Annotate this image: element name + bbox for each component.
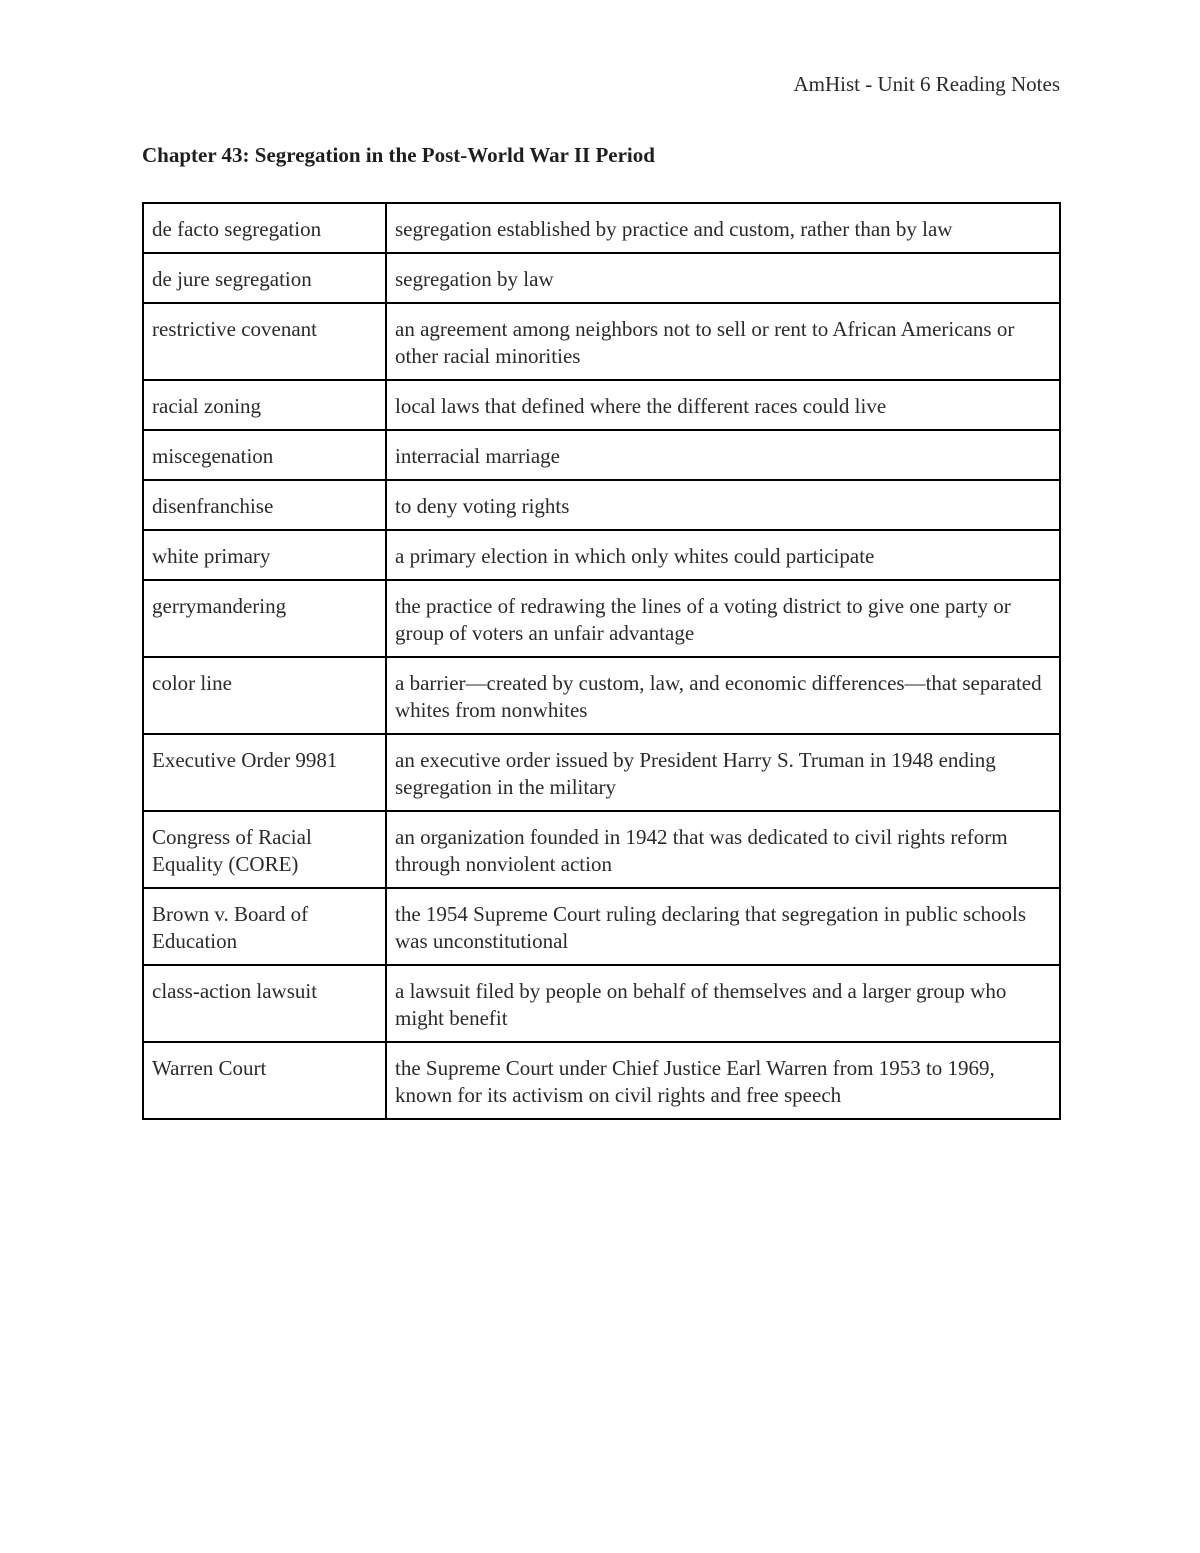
term-cell: white primary <box>143 530 386 580</box>
definition-cell: an agreement among neighbors not to sell or rent to African Americans or other racial minorities <box>386 303 1060 380</box>
table-row <box>143 380 1060 430</box>
term-cell: racial zoning <box>143 380 386 430</box>
term-cell: restrictive covenant <box>143 303 386 380</box>
table-row <box>143 430 1060 480</box>
definition-cell: segregation by law <box>386 253 1060 303</box>
table-row <box>143 253 1060 303</box>
definition-cell: a lawsuit filed by people on behalf of themselves and a larger group who might benefit <box>386 965 1060 1042</box>
table-row <box>143 657 1060 734</box>
definition-cell: to deny voting rights <box>386 480 1060 530</box>
definition-cell: local laws that defined where the different races could live <box>386 380 1060 430</box>
definition-cell: segregation established by practice and custom, rather than by law <box>386 203 1060 253</box>
term-cell: color line <box>143 657 386 734</box>
table-row <box>143 965 1060 1042</box>
definition-cell: the practice of redrawing the lines of a voting district to give one party or group of voters an unfair advantage <box>386 580 1060 657</box>
table-row <box>143 1042 1060 1119</box>
term-cell: Warren Court <box>143 1042 386 1119</box>
definition-cell: interracial marriage <box>386 430 1060 480</box>
table-row <box>143 888 1060 965</box>
definition-cell: the Supreme Court under Chief Justice Earl Warren from 1953 to 1969, known for its activism on civil rights and free speech <box>386 1042 1060 1119</box>
table-row <box>143 303 1060 380</box>
table-row <box>143 480 1060 530</box>
chapter-title: Chapter 43: Segregation in the Post-World War II Period <box>142 143 655 167</box>
definition-cell: an executive order issued by President Harry S. Truman in 1948 ending segregation in the military <box>386 734 1060 811</box>
term-cell: Congress of Racial Equality (CORE) <box>143 811 386 888</box>
table-row <box>143 203 1060 253</box>
definition-cell: an organization founded in 1942 that was dedicated to civil rights reform through nonviolent action <box>386 811 1060 888</box>
table-row <box>143 580 1060 657</box>
definition-cell: the 1954 Supreme Court ruling declaring that segregation in public schools was unconstitutional <box>386 888 1060 965</box>
page-header: AmHist - Unit 6 Reading Notes <box>793 72 1060 96</box>
term-cell: disenfranchise <box>143 480 386 530</box>
term-cell: miscegenation <box>143 430 386 480</box>
vocabulary-table <box>142 202 1061 1120</box>
table-row <box>143 811 1060 888</box>
term-cell: Brown v. Board of Education <box>143 888 386 965</box>
term-cell: de jure segregation <box>143 253 386 303</box>
definition-cell: a primary election in which only whites could participate <box>386 530 1060 580</box>
term-cell: de facto segregation <box>143 203 386 253</box>
table-row <box>143 530 1060 580</box>
term-cell: class-action lawsuit <box>143 965 386 1042</box>
definition-cell: a barrier—created by custom, law, and economic differences—that separated whites from nonwhites <box>386 657 1060 734</box>
term-cell: Executive Order 9981 <box>143 734 386 811</box>
table-row <box>143 734 1060 811</box>
term-cell: gerrymandering <box>143 580 386 657</box>
